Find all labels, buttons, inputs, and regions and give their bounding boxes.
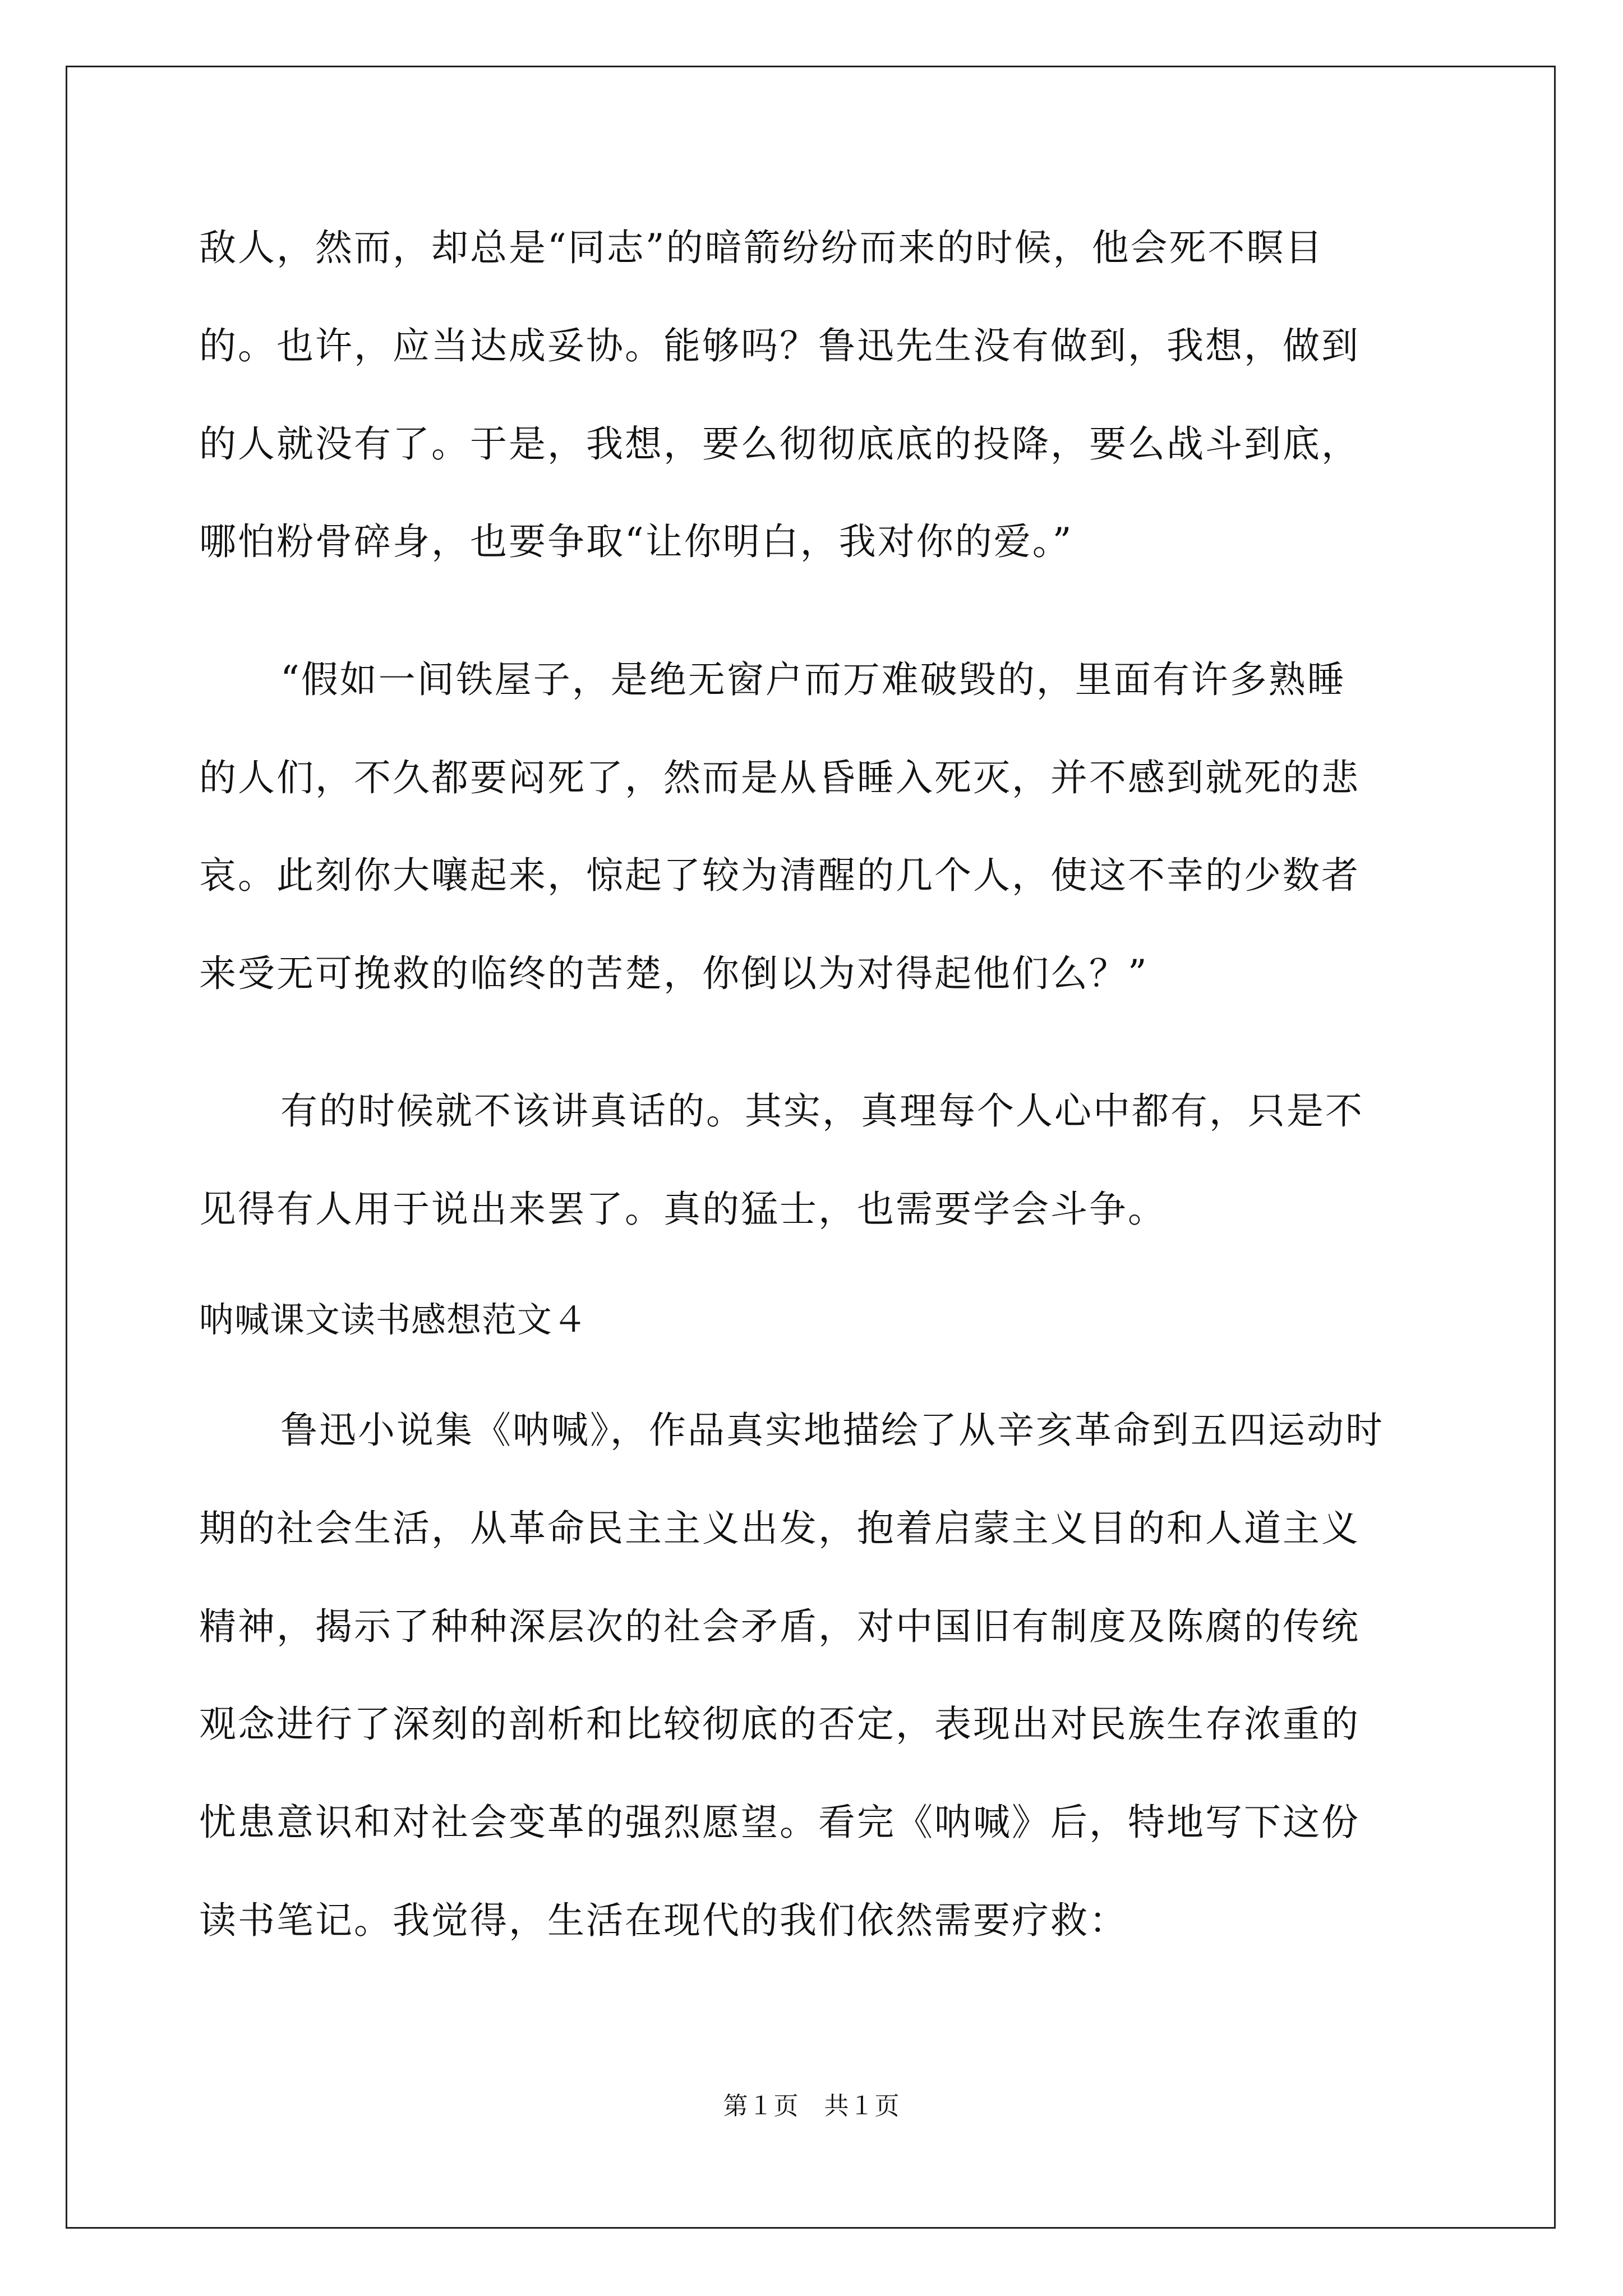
page-footer: 第１页 共１页 [723, 2092, 900, 2120]
section-heading: 呐喊课文读书感想范文４ [199, 1299, 588, 1340]
body-text-line: 期的社会生活，从革命民主主义出发，抱着启蒙主义目的和人道主义 [199, 1507, 1360, 1550]
body-text-line: 忧患意识和对社会变革的强烈愿望。看完《呐喊》后，特地写下这份 [199, 1801, 1360, 1844]
body-text-line: 鲁迅小说集《呐喊》，作品真实地描绘了从辛亥革命到五四运动时 [280, 1409, 1384, 1452]
body-text-line: 读书笔记。我觉得，生活在现代的我们依然需要疗救： [199, 1899, 1128, 1942]
quote-text-line: 的人们，不久都要闷死了，然而是从昏睡入死灭，并不感到就死的悲 [199, 756, 1360, 799]
quote-text-line: 哀。此刻你大嚷起来，惊起了较为清醒的几个人，使这不幸的少数者 [199, 854, 1360, 897]
body-text-line: 哪怕粉骨碎身，也要争取“让你明白，我对你的爱。” [199, 520, 1073, 563]
body-text-line: 有的时候就不该讲真话的。其实，真理每个人心中都有，只是不 [280, 1089, 1364, 1133]
body-text-line: 敌人，然而，却总是“同志”的暗箭纷纷而来的时候，他会死不瞑目 [199, 226, 1324, 269]
body-text-line: 观念进行了深刻的剖析和比较彻底的否定，表现出对民族生存浓重的 [199, 1703, 1360, 1746]
body-text-line: 的人就没有了。于是，我想，要么彻彻底底的投降，要么战斗到底， [199, 422, 1360, 466]
body-text-line: 见得有人用于说出来罢了。真的猛士，也需要学会斗争。 [199, 1188, 1166, 1231]
quote-text-line: “假如一间铁屋子，是绝无窗户而万难破毁的，里面有许多熟睡 [280, 658, 1346, 701]
body-text-line: 的。也许，应当达成妥协。能够吗？鲁迅先生没有做到，我想，做到 [199, 324, 1360, 367]
quote-text-line: 来受无可挽救的临终的苦楚，你倒以为对得起他们么？” [199, 952, 1149, 995]
body-text-line: 精神，揭示了种种深层次的社会矛盾，对中国旧有制度及陈腐的传统 [199, 1605, 1360, 1648]
